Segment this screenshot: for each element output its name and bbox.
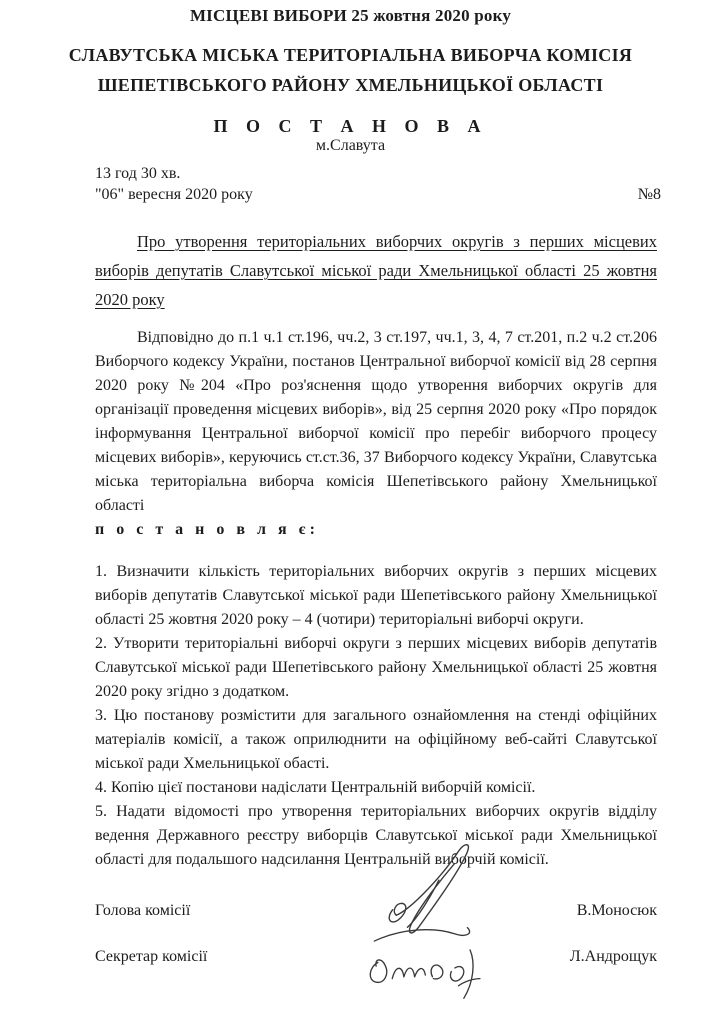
election-banner: МІСЦЕВІ ВИБОРИ 25 жовтня 2020 року (189, 6, 512, 25)
resolution-item-2: 2. Утворити територіальні виборчі округи з перших місцевих виборів депутатів Славутської міської ради Шепетівського району Хмельницької області 25 жовтня 2020 року згідно з додатком. (95, 635, 657, 700)
subject-title: Про утворення територіальних виборчих округів з перших місцевих виборів депутатів Славутської міської ради Хмельницької області 25 жовтня 2020 року (95, 232, 657, 309)
document-type-title: П О С Т А Н О В А (213, 116, 488, 136)
session-date: "06" вересня 2020 року (95, 186, 253, 203)
secretary-signature-icon (365, 916, 500, 1001)
secretary-name: Л.Андрощук (569, 948, 657, 965)
commission-name-line1: СЛАВУТСЬКА МІСЬКА ТЕРИТОРІАЛЬНА ВИБОРЧА КОМІСІЯ (68, 45, 633, 65)
session-time: 13 год 30 хв. (95, 165, 181, 182)
preamble-paragraph: Відповідно до п.1 ч.1 ст.196, чч.2, 3 ст.197, чч.1, 3, 4, 7 ст.201, п.2 ч.2 ст.206 Виборчого кодексу України, постанов Центральної виборчої комісії від 28 серпня 2020 року №204 «Про роз'яснення щодо утворення виборчих округів для організації проведення місцевих виборів», від 25 серпня 2020 року «Про порядок інформування Центральної виборчої комісії про перебіг виборчого процесу місцевих виборів», керуючись ст.ст.36, 37 Виборчого кодексу України, Славутська міська територіальна виборча комісія Шепетівського району Хмельницької області (95, 329, 657, 514)
resolution-item-5: 5. Надати відомості про утворення територіальних виборчих округів відділу ведення Державного реєстру виборців Славутської міської ради Хмельницької області для подальшого надсилання Центральній виборчій комісії. (95, 803, 657, 868)
signature-row-secretary (95, 944, 657, 970)
chairman-name: В.Моносюк (576, 902, 657, 919)
document-number: №8 (637, 186, 661, 203)
resolution-item-1: 1. Визначити кількість територіальних виборчих округів з перших місцевих виборів депутатів Славутської міської ради Шепетівського району Хмельницької області 25 жовтня 2020 року – 4 (чотири) територіальні виборчі округи. (95, 563, 657, 628)
resolves-word: п о с т а н о в л я є: (95, 521, 319, 538)
meta-row (95, 163, 661, 205)
secretary-signature-area (275, 944, 517, 970)
commission-name-line2: ШЕПЕТІВСЬКОГО РАЙОНУ ХМЕЛЬНИЦЬКОЇ ОБЛАСТІ (97, 75, 604, 95)
resolution-item-4: 4. Копію цієї постанови надіслати Центральній виборчій комісії. (95, 779, 536, 796)
document-place: м.Славута (315, 137, 386, 154)
secretary-role-label: Секретар комісії (95, 948, 208, 965)
resolution-item-3: 3. Цю постанову розмістити для загального ознайомлення на стенді офіційних матеріалів комісії, а також оприлюднити на офіційному веб-сайті Славутської міської ради Хмельницької обасті. (95, 707, 657, 772)
commission-name (0, 40, 701, 100)
meta-left (95, 163, 253, 205)
chairman-role-label: Голова комісії (95, 902, 191, 919)
